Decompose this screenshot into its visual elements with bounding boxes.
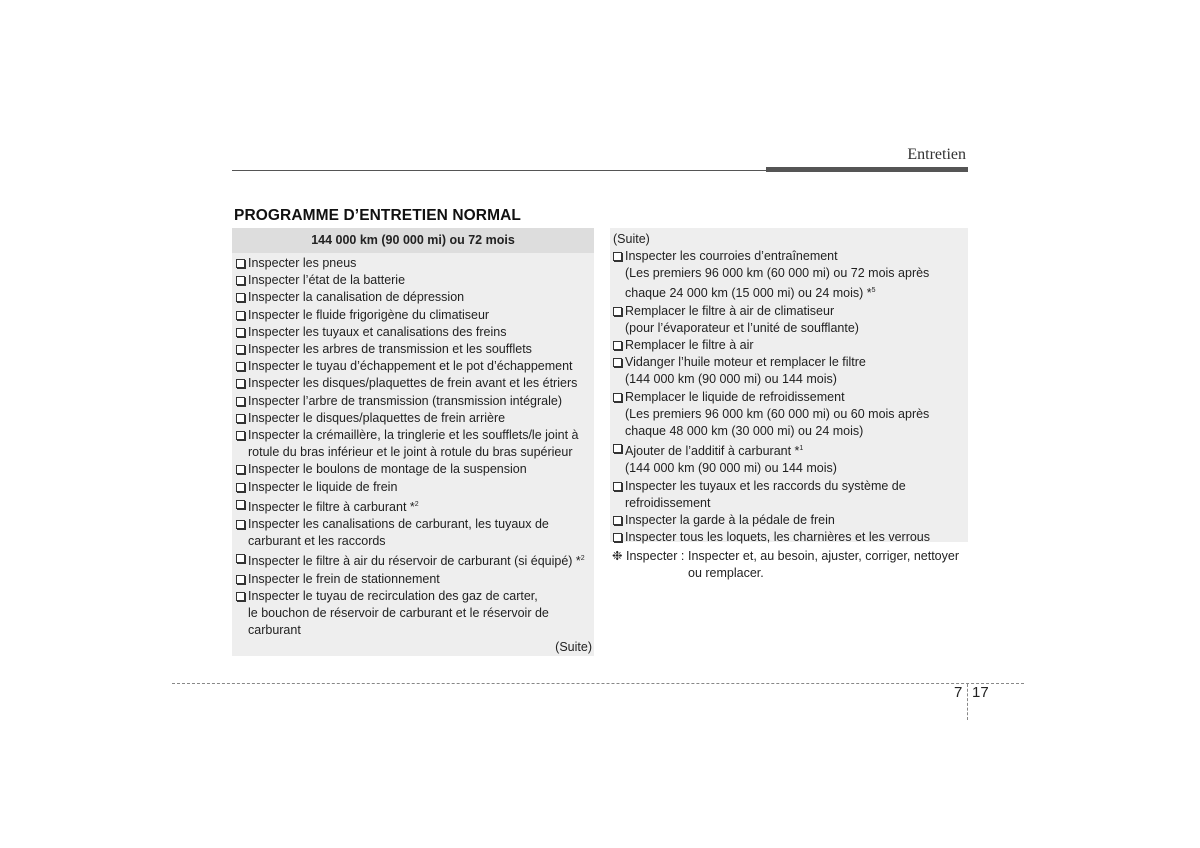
checklist-item <box>613 512 968 529</box>
item-text: Inspecter le fluide frigorigène du climatiseur <box>248 307 490 322</box>
item-text: Ajouter de l’additif à carburant * <box>625 444 800 459</box>
checklist-item <box>613 389 968 441</box>
checkbox-icon <box>236 276 245 285</box>
item-text-line: (Les premiers 96 000 km (60 000 mi) ou 72 mois après <box>625 266 930 281</box>
item-text: Inspecter la canalisation de dépression <box>248 290 465 305</box>
page-number: 17 <box>972 684 989 701</box>
checkbox-icon <box>613 444 622 453</box>
item-text-cont <box>625 320 968 337</box>
checklist-item <box>236 479 594 496</box>
checkbox-icon <box>613 358 622 367</box>
checklist-item <box>236 496 594 516</box>
item-text-cont <box>625 265 968 282</box>
checkbox-icon <box>236 379 245 388</box>
checklist-left <box>232 253 594 639</box>
item-text: Inspecter tous les loquets, les charnières et les verrous <box>625 530 931 545</box>
item-text-line: carburant <box>248 623 301 638</box>
checklist-item <box>236 461 594 478</box>
item-text: Inspecter le tuyau d’échappement et le pot d’échappement <box>248 359 573 374</box>
checkbox-icon <box>236 483 245 492</box>
item-text: Inspecter les courroies d’entraînement <box>625 249 838 263</box>
checkbox-icon <box>613 307 622 316</box>
footnote-symbol: ❉ <box>612 549 623 563</box>
item-text-line: (144 000 km (90 000 mi) ou 144 mois) <box>625 461 837 476</box>
header-rule-accent <box>766 167 968 172</box>
item-text-cont <box>625 460 968 477</box>
footnote-ref: 1 <box>799 445 804 453</box>
item-text: Inspecter le filtre à air du réservoir de carburant (si équipé) * <box>248 554 581 569</box>
checkbox-icon <box>236 345 245 354</box>
item-text: Inspecter la garde à la pédale de frein <box>625 513 835 528</box>
item-text-line: le bouchon de réservoir de carburant et le réservoir de <box>248 606 549 621</box>
footnote-ref: 2 <box>580 555 585 563</box>
checklist-item <box>613 337 968 354</box>
checklist-item <box>236 289 594 306</box>
footnote-ref: 2 <box>414 500 419 508</box>
checklist-item <box>236 255 594 272</box>
item-text-line: (Les premiers 96 000 km (60 000 mi) ou 60 mois après <box>625 406 930 421</box>
item-text: Remplacer le filtre à air de climatiseur <box>625 303 835 318</box>
checklist-item <box>236 393 594 410</box>
item-text-line: chaque 48 000 km (30 000 mi) ou 24 mois) <box>625 424 864 439</box>
item-text: Inspecter la crémaillère, la tringlerie et les soufflets/le joint à <box>248 428 579 443</box>
item-text-line: refroidissement <box>625 495 711 510</box>
item-text: Inspecter le disques/plaquettes de frein arrière <box>248 410 506 425</box>
checkbox-icon <box>236 554 245 563</box>
item-text-line: rotule du bras inférieur et le joint à rotule du bras supérieur <box>248 445 573 460</box>
item-text-cont <box>625 495 968 512</box>
checklist-right <box>610 248 968 546</box>
checkbox-icon <box>613 252 622 261</box>
footnote-label: Inspecter : <box>626 549 685 563</box>
checkbox-icon <box>613 533 622 542</box>
checkbox-icon <box>236 465 245 474</box>
item-text-cont <box>625 406 968 423</box>
checklist-item <box>236 272 594 289</box>
checklist-item <box>236 571 594 588</box>
page-chapter-number: 7 <box>954 684 963 701</box>
footer-rule <box>172 683 1024 684</box>
checkbox-icon <box>236 414 245 423</box>
header-rule <box>232 170 768 171</box>
item-text-line: (pour l’évaporateur et l’unité de soufflante) <box>625 320 859 335</box>
checklist-item <box>613 478 968 512</box>
checkbox-icon <box>236 431 245 440</box>
item-text: Inspecter les disques/plaquettes de frein avant et les étriers <box>248 376 578 391</box>
checklist-item <box>236 550 594 570</box>
checklist-item <box>613 440 968 477</box>
checklist-item <box>236 588 594 640</box>
checklist-item <box>236 324 594 341</box>
checklist-item <box>613 354 968 388</box>
checkbox-icon <box>236 362 245 371</box>
checkbox-icon <box>613 393 622 402</box>
checklist-item <box>613 529 968 546</box>
chapter-title: Entretien <box>907 146 966 163</box>
continued-label: (Suite) <box>613 232 650 246</box>
item-text: Inspecter les pneus <box>248 256 357 270</box>
checkbox-icon <box>613 516 622 525</box>
checklist-item <box>236 358 594 375</box>
maintenance-box-right <box>610 228 968 545</box>
checklist-item <box>236 427 594 461</box>
inspect-footnote <box>612 548 972 580</box>
checkbox-icon <box>236 259 245 268</box>
checklist-item <box>236 375 594 392</box>
footnote-text-cont: ou remplacer. <box>688 566 764 580</box>
item-text: Inspecter le liquide de frein <box>248 479 398 494</box>
checkbox-icon <box>236 293 245 302</box>
item-text-cont <box>625 371 968 388</box>
item-text-line: (144 000 km (90 000 mi) ou 144 mois) <box>625 372 837 387</box>
checkbox-icon <box>236 500 245 509</box>
item-text: Inspecter le frein de stationnement <box>248 571 440 586</box>
section-title: PROGRAMME D’ENTRETIEN NORMAL <box>234 207 521 224</box>
footer-divider <box>967 684 968 720</box>
interval-heading: 144 000 km (90 000 mi) ou 72 mois <box>232 228 594 253</box>
checkbox-icon <box>236 520 245 529</box>
checklist-item <box>236 410 594 427</box>
maintenance-box-left <box>232 228 594 656</box>
item-text: Remplacer le filtre à air <box>625 338 754 353</box>
continued-label: (Suite) <box>555 640 592 654</box>
item-text: Inspecter le tuyau de recirculation des gaz de carter, <box>248 588 538 603</box>
item-text-line: carburant et les raccords <box>248 534 386 549</box>
item-text: Inspecter les tuyaux et les raccords du système de <box>625 478 906 493</box>
checkbox-icon <box>236 311 245 320</box>
item-text-cont <box>248 444 594 461</box>
item-text-line: chaque 24 000 km (15 000 mi) ou 24 mois) * <box>625 286 872 301</box>
item-text-cont <box>248 533 594 550</box>
footnote-text: Inspecter et, au besoin, ajuster, corriger, nettoyer <box>688 549 959 563</box>
checklist-item <box>236 341 594 358</box>
item-text-cont <box>248 605 594 622</box>
item-text: Inspecter l’état de la batterie <box>248 273 406 288</box>
item-text: Inspecter le boulons de montage de la suspension <box>248 462 527 477</box>
checkbox-icon <box>236 328 245 337</box>
checkbox-icon <box>613 341 622 350</box>
item-text: Remplacer le liquide de refroidissement <box>625 389 845 404</box>
checklist-item <box>236 307 594 324</box>
item-text: Vidanger l’huile moteur et remplacer le filtre <box>625 355 866 370</box>
checkbox-icon <box>236 592 245 601</box>
item-text: Inspecter les canalisations de carburant, les tuyaux de <box>248 517 549 532</box>
item-text-cont <box>625 423 968 440</box>
item-text-cont <box>248 622 594 639</box>
footnote-ref: 5 <box>871 287 876 295</box>
checkbox-icon <box>236 397 245 406</box>
item-text: Inspecter les arbres de transmission et les soufflets <box>248 342 532 357</box>
item-text: Inspecter les tuyaux et canalisations des freins <box>248 324 507 339</box>
item-text-cont <box>625 282 968 302</box>
item-text: Inspecter le filtre à carburant * <box>248 499 415 514</box>
checklist-item <box>613 303 968 337</box>
checklist-item <box>613 248 968 303</box>
checkbox-icon <box>236 575 245 584</box>
checklist-item <box>236 516 594 550</box>
checkbox-icon <box>613 482 622 491</box>
item-text: Inspecter l’arbre de transmission (transmission intégrale) <box>248 393 563 408</box>
